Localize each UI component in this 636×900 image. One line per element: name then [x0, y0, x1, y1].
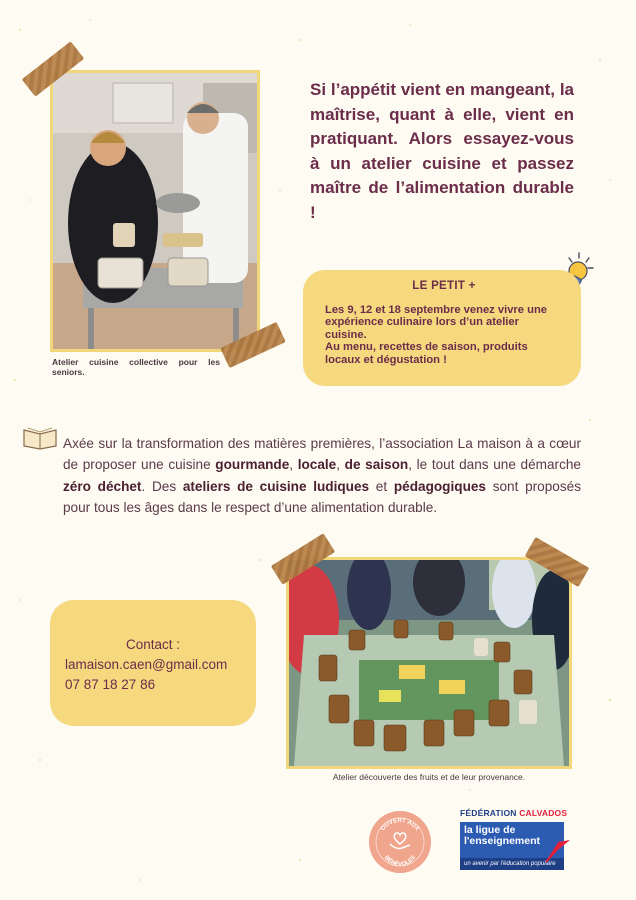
le-petit-plus-dates: Les 9, 12 et 18 septembre venez vivre une expérience culinaire lors d’un atelier cuisine.: [325, 304, 548, 341]
photo1-caption: Atelier cuisine collective pour les seniors.: [52, 357, 220, 377]
photo-fruit-discovery-workshop: [286, 557, 572, 769]
le-petit-plus-box: [303, 270, 581, 386]
svg-text:BÉNÉVOLES: BÉNÉVOLES: [382, 854, 418, 869]
intro-text: Si l’appétit vient en mangeant, la maîtrise, quant à elle, vient en pratiquant. Alors essayez-vous à un atelier cuisine et passez maître de l’alimentation durable !: [310, 80, 574, 222]
association-description: Axée sur la transformation des matières premières, l’association La maison à a cœur de proposer une cuisine gourmande, locale, de saison, le tout dans une démarche zéro déchet. Des ateliers de cuisine ludiques et pédagogiques sont proposés pour tous les âges dans le respect d’une alimentation durable.: [63, 436, 582, 516]
svg-text:OUVERT AUX: OUVERT AUX: [380, 817, 420, 833]
ligue-enseignement-logo: FÉDÉRATION CALVADOS la ligue de l'enseignement un avenir par l'éducation populaire: [460, 808, 570, 872]
open-book-icon: [22, 424, 58, 450]
photo2-caption: Atelier découverte des fruits et de leur provenance.: [332, 772, 526, 782]
contact-email[interactable]: lamaison.caen@gmail.com: [65, 657, 228, 672]
le-petit-plus-menu: Au menu, recettes de saison, produits locaux et dégustation !: [325, 341, 528, 366]
photo-cooking-workshop-seniors: [50, 70, 260, 352]
volunteers-badge: [368, 810, 432, 874]
keyword-locale: locale: [297, 457, 337, 473]
ligue-tagline: un avenir par l'éducation populaire: [460, 858, 564, 870]
contact-phone[interactable]: 07 87 18 27 86: [65, 677, 156, 692]
keyword-ateliers-ludiques: ateliers de cuisine ludiques: [182, 478, 370, 494]
keyword-zero-dechet: zéro déchet: [63, 478, 142, 494]
federation-label: FÉDÉRATION CALVADOS: [460, 808, 568, 818]
red-arrow-icon: [544, 824, 572, 864]
keyword-gourmande: gourmande: [215, 457, 290, 473]
keyword-de-saison: de saison: [344, 457, 409, 473]
keyword-pedagogiques: pédagogiques: [393, 478, 486, 494]
contact-title: Contact :: [125, 637, 181, 652]
contact-box: [50, 600, 256, 726]
le-petit-plus-title: LE PETIT +: [412, 280, 476, 292]
